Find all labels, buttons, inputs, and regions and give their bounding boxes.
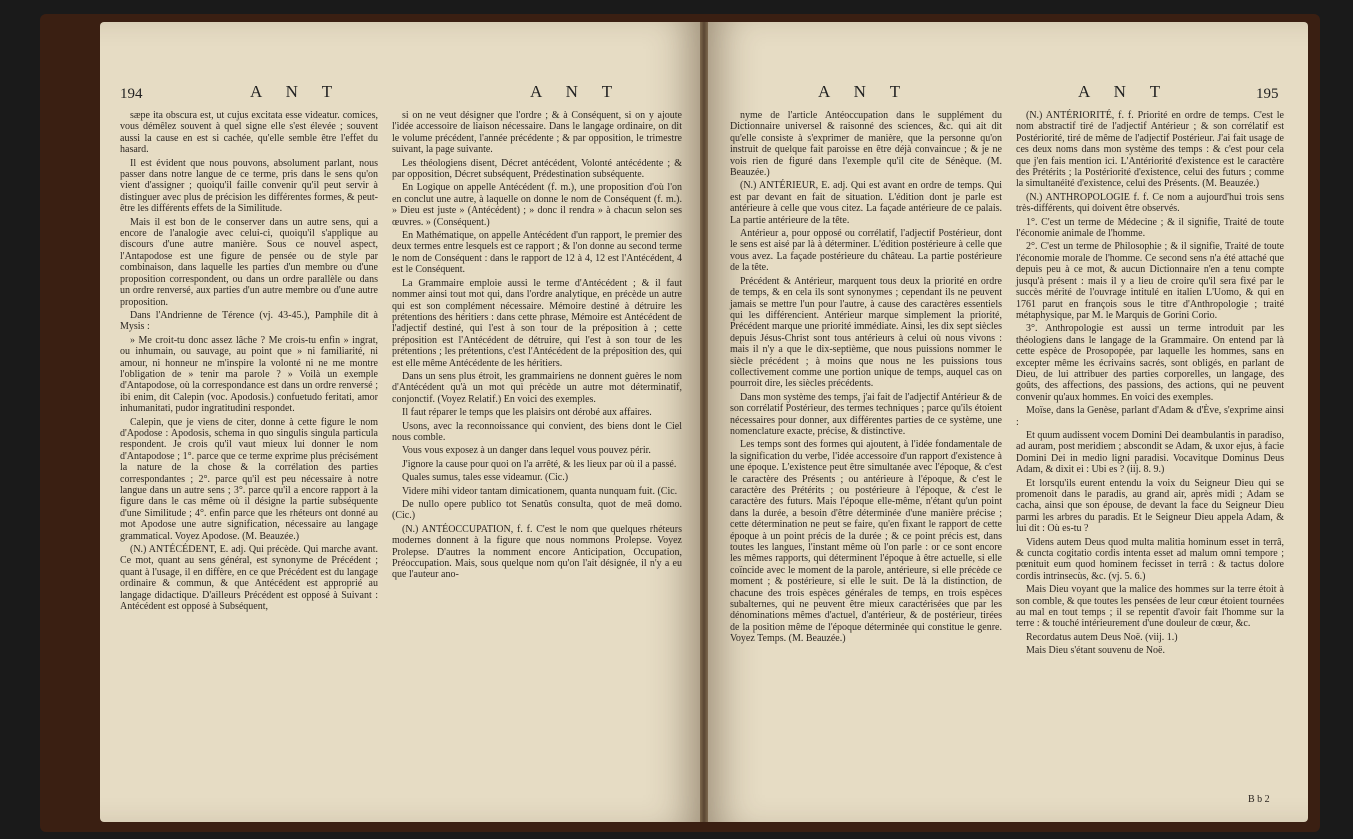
paragraph: J'ignore la cause pour quoi on l'a arrêté, & les lieux par où il a passé.	[402, 458, 677, 470]
paragraph: Calepin, que je viens de citer, donne à cette figure le nom d'Apodose : Apodosis, schema in quo singulis singula particula respondent. Je crois qu'il vaut mieux lui donner le nom d'Antapodose ; 1°. parce que ce terme exprime plus précisément la nature de la chose & la corrélation des parties correspondantes ; 2°. parce qu'il est peu nécessaire à notre langue dans un autre sens ; 3°. parce qu'il a encore rapport à la figure dans le cas même où il désigne la partie subséquente d'une Similitude ; 4°. enfin parce que les rhéteurs ont donné au mot Apodose une autre signification, nécessaire au langage grammatical. Voyez Apodose. (M. Beauzée.)	[120, 416, 378, 542]
paragraph: Précédent & Antérieur, marquent tous deux la priorité en ordre de temps, & en cela ils sont synonymes ; cependant ils ne peuvent jamais se mettre l'un pour l'autre, à cause des caractères essentiels qui les différencient. Antérieur marque simplement la priorité, Précédent marque une priorité immédiate. Ainsi, les dix sept siècles depuis Jésus-Christ sont tous antérieurs à celui où nous vivons : mais il n'y a que le dix-septième, que nous puissions nommer le siècle précédent ; à moins que nous ne les puissions tous collectivement comme une portion unique de temps, auquel cas on pourroit dire, les siècles précédents.	[730, 275, 1002, 390]
left-header-word-1: A N T	[250, 82, 343, 101]
paragraph: De nullo opere publico tot Senatûs consulta, quot de meâ domo. (Cic.)	[392, 499, 682, 522]
paragraph: Et lorsqu'ils eurent entendu la voix du Seigneur Dieu qui se promenoit dans le paradis, au grand air, après midi ; Adam se cacha, ainsi que son épouse, de devant la face du Seigneur Dieu parmi les arbres du paradis. Et le Seigneur Dieu appela Adam, & lui dit : Où es-tu ?	[1016, 477, 1284, 535]
paragraph: Les théologiens disent, Décret antécédent, Volonté antécédente ; & par opposition, Décret subséquent, Prédestination subséquente.	[392, 157, 682, 181]
paragraph: En Logique on appelle Antécédent (f. m.), une proposition d'où l'on en conclut une autre, à laquelle on donne le nom de Conséquent (f. m.). » Dieu est juste » (Antécédent) ; » donc il rendra » à chacun selon ses œuvres. » (Conséquent.)	[392, 182, 682, 228]
left-header-word-2: A N T	[530, 82, 623, 101]
paragraph: Moïse, dans la Genèse, parlant d'Adam & d'Ève, s'exprime ainsi :	[1016, 405, 1284, 428]
paragraph: Mais Dieu voyant que la malice des hommes sur la terre étoit à son comble, & que toutes les pensées de leur cœur étoient tournées au mal en tout temps ; il se repentit d'avoir fait l'homme sur la terre : & touché intérieurement d'une douleur de cœur, &c.	[1016, 584, 1284, 630]
paragraph: (N.) ANTÉOCCUPATION, f. f. C'est le nom que quelques rhéteurs modernes donnent à la figure que nous nommons Prolepse. Voyez Prolepse. D'autres la nomment encore Anticipation, Occupation, Préoccupation. Mais, sous quelque nom qu'on l'ait désignée, il n'y a eu que l'auteur ano-	[392, 523, 682, 581]
left-page-number: 194	[120, 86, 143, 102]
paragraph: 2°. C'est un terme de Philosophie ; & il signifie, Traité de toute l'économie morale de l'homme. Ce second sens n'a été attaché que depuis peu à ce mot, & aucun Dictionnaire n'en a tenu compte jusqu'à présent : mais il y a lieu de croire qu'il sera fixé par le succès mérité de l'ouvrage intitulé en italien L'Uomo, & qui en 1761 parut en françois sous le titre d'Anthropologie ; traité métaphysique, par M. le Marquis de Gorini Corio.	[1016, 241, 1284, 321]
left-column-2	[392, 110, 682, 583]
paragraph: Il est évident que nous pouvons, absolument parlant, nous passer dans notre langue de ce terme, pris dans le sens qu'on vient d'assigner ; quoiqu'il faille convenir qu'il peut servir à distinguer avec plus de précision les différentes formes, & peut-être les différents effets de la Similitude.	[120, 157, 378, 215]
paragraph: Recordatus autem Deus Noë. (viij. 1.)	[1026, 631, 1178, 643]
paragraph: Il faut réparer le temps que les plaisirs ont dérobé aux affaires.	[402, 407, 652, 419]
left-column-1	[120, 110, 378, 614]
paragraph: Usons, avec la reconnoissance qui convient, des biens dont le Ciel nous comble.	[392, 420, 682, 443]
paragraph: Les temps sont des formes qui ajoutent, à l'idée fondamentale de la signification du verbe, l'idée accessoire d'un rapport d'existence à une époque. L'existence peut être simultanée avec l'époque, & c'est le caractère des Présents ; ou antérieure à l'époque, & c'est le caractère des Prétérits ; ou postérieure à l'époque, & c'est le caractère des futurs. Mais l'époque elle-même, n'étant qu'un point dans la durée, a besoin d'être déterminée d'une manière précise ; cette détermination ne peut se faire, qu'en fixant le rapport de cette époque à un point précis de la durée ; & ce point précis est, dans toutes les langues, l'instant même où l'on parle : or ce sont encore les mêmes rapports, qui déterminent l'époque à être actuelle, si elle coïncide avec le moment de la parole, antérieure, si elle précède ce moment ; & postérieure, si elle le suit. De là la distinction, de chacune des trois espèces générales de temps, en trois espèces subalternes, qui ne peuvent être mieux caractérisées que par les dénominations mêmes d'actuel, d'antérieur, & de postérieur, tirées de la position même de l'époque déterminée qui constitue le genre. Voyez Temps. (M. Beauzée.)	[730, 439, 1002, 645]
book-spread	[40, 14, 1320, 832]
paragraph: Videre mihi videor tantam dimicationem, quanta nunquam fuit. (Cic.	[402, 485, 678, 497]
paragraph: (N.) ANTÉRIORITÉ, f. f. Priorité en ordre de temps. C'est le nom abstractif tiré de l'adjectif Antérieur ; & son corrélatif est Postériorité, tiré de même de l'adjectif Postérieur. J'ai fait usage de ces deux noms dans mon système des temps : & c'est pour cela que j'en fais mention ici. L'Antériorité d'existence est le caractère des Prétérits ; la Postériorité d'existence, celui des futurs ; comme la simultanéité d'existence, celui des Présents. (M. Beauzée.)	[1016, 110, 1284, 190]
paragraph: La Grammaire emploie aussi le terme d'Antécédent ; & il faut nommer ainsi tout mot qui, dans l'ordre analytique, en précède un autre qui est son complément nécessaire. Mémoire destiné à détruire les prétentions des héritiers : dans cette phrase, Mémoire est Antécédent de l'adjectif destiné, qui l'est à son tour de la préposition à ; cette préposition est l'Antécédent de détruire, qui l'est à son tour de les prétentions ; les prétentions, c'est l'Antécédent de la préposition des, qui est elle même Antécédente de les héritiers.	[392, 277, 682, 369]
right-page-number: 195	[1256, 86, 1279, 102]
catchword: B b 2	[1248, 794, 1270, 805]
paragraph: Antérieur a, pour opposé ou corrélatif, l'adjectif Postérieur, dont le sens est aisé par là à déterminer. L'édition postérieure à celle que vous avez. La façade postérieure du château. La partie postérieure de la tête.	[730, 228, 1002, 274]
paragraph: En Mathématique, on appelle Antécédent d'un rapport, le premier des deux termes entre lesquels est ce rapport ; & l'on donne au second terme le nom de Conséquent : dans le rapport de 12 à 4, 12 est l'Antécédent, 4 est le Conséquent.	[392, 230, 682, 276]
right-column-1	[730, 110, 1002, 647]
paragraph: (N.) ANTHROPOLOGIE f. f. Ce nom a aujourd'hui trois sens très-différents, qui doivent être observés.	[1016, 191, 1284, 215]
left-running-header	[100, 82, 700, 106]
paragraph: Dans l'Andrienne de Térence (vj. 43-45.), Pamphile dit à Mysis :	[120, 309, 378, 333]
paragraph: si on ne veut désigner que l'ordre ; & à Conséquent, si on y ajoute l'idée accessoire de liaison nécessaire. Dans le langage ordinaire, on dit le volume précédent, l'année précédente ; & par opposition, le trimestre suivant, la page suivante.	[392, 110, 682, 156]
paragraph: sæpe ita obscura est, ut cujus excitata esse videatur. comices, vous démêlez souvent à quel signe elle s'est élevée ; souvent aussi la cause en est si cachée, qu'elle semble être l'effet du hasard.	[120, 110, 378, 156]
paragraph: Dans mon système des temps, j'ai fait de l'adjectif Antérieur & de son corrélatif Postérieur, des termes techniques ; parce qu'ils étoient nécessaires pour donner, aux différentes parties de ce système, une nomenclature exacte, précise, & distinctive.	[730, 391, 1002, 437]
right-page	[708, 22, 1308, 822]
paragraph: Mais Dieu s'étant souvenu de Noë.	[1026, 645, 1165, 657]
paragraph: Vous vous exposez à un danger dans lequel vous pouvez périr.	[402, 445, 651, 457]
paragraph: Videns autem Deus quod multa malitia hominum esset in terrâ, & cuncta cogitatio cordis intenta esset ad malum omni tempore ; pœnituit eum quod hominem fecisset in terrâ : & tactus dolore cordis intrinsecùs, &c. (vj. 5. 6.)	[1016, 536, 1284, 582]
paragraph: 3°. Anthropologie est aussi un terme introduit par les théologiens dans le langage de la Grammaire. On entend par là cette espèce de Prosopopée, par laquelle les hommes, sans en excepter même les écrivains sacrés, sont obligés, en parlant de Dieu, de lui attribuer des parties corporelles, un langage, des goûts, des affections, des passions, des actions, qui ne peuvent convenir qu'aux hommes. En voici des exemples.	[1016, 323, 1284, 403]
paragraph: 1°. C'est un terme de Médecine ; & il signifie, Traité de toute l'économie animale de l'homme.	[1016, 216, 1284, 240]
right-header-word-1: A N T	[818, 82, 911, 101]
paragraph: Et quum audissent vocem Domini Dei deambulantis in paradiso, ad auram, post meridiem ; abscondit se Adam, & uxor ejus, à facie Domini Dei in medio ligni paradisi. Vocavitque Dominus Deus Adam, & dixit ei : Ubi es ? (iij. 8. 9.)	[1016, 429, 1285, 476]
paragraph: (N.) ANTÉRIEUR, E. adj. Qui est avant en ordre de temps. Qui est par devant en fait de situation. L'édition dont je parle est antérieure à celle que vous citez. La façade antérieure de ce palais. La partie antérieure de la tête.	[730, 180, 1002, 226]
right-header-word-2: A N T	[1078, 82, 1171, 101]
paragraph: » Me croit-tu donc assez lâche ? Me crois-tu enfin » ingrat, ou inhumain, ou sauvage, au point que » ni familiarité, ni amour, ni honneur ne m'inspire la volonté ni ne me montre l'obligation de » tenir ma parole ? » Voilà un exemple d'Antapodose, où la correspondance est dans un ordre renversé ; ibi enim, dit Calepin (voc. Apodosis.) confuetudo feritati, amor inhumanitati, pudor ingratitudini respondet.	[120, 334, 378, 415]
left-page	[100, 22, 700, 822]
right-column-2	[1016, 110, 1284, 659]
right-running-header	[708, 82, 1308, 106]
paragraph: nyme de l'article Antéoccupation dans le supplément du Dictionnaire universel & raisonné des sciences, &c. qui ait dit qu'elle consiste à s'exprimer de manière, que la personne qu'on instruit de quelque fait paroisse en être déjà convaincue ; & je ne vois rien de figuré dans l'exemple qu'il cite de Sénèque. (M. Beauzée.)	[730, 110, 1002, 179]
paragraph: Quales sumus, tales esse videamur. (Cic.)	[402, 472, 569, 484]
paragraph: Dans un sens plus étroit, les grammairiens ne donnent guères le nom d'Antécédent qu'à un mot qui précède un autre mot déterminatif, conjonctif. (Voyez Relatif.) En voici des exemples.	[392, 370, 682, 405]
paragraph: (N.) ANTÉCÉDENT, E. adj. Qui précède. Qui marche avant. Ce mot, quant au sens général, est synonyme de Précédent ; quant à l'usage, il en diffère, en ce que Précédent est du langage ordinaire & commun, & que Antécédent est approprié au langage didactique. D'ailleurs Précédent est opposé à Suivant : Antécédent est opposé à Subséquent,	[120, 544, 378, 613]
paragraph: Mais il est bon de le conserver dans un autre sens, qui a encore de l'analogie avec celui-ci, quoiqu'il s'applique au discours d'une autre manière. Sous ce nouvel aspect, l'Antapodose est une figure de pensée ou de style par combinaison, dans laquelle les parties d'un membre ou d'une proposition correspondent, ou dans un ordre parallèle ou dans un ordre renversé, aux parties d'un autre membre ou d'une autre proposition.	[120, 216, 378, 308]
